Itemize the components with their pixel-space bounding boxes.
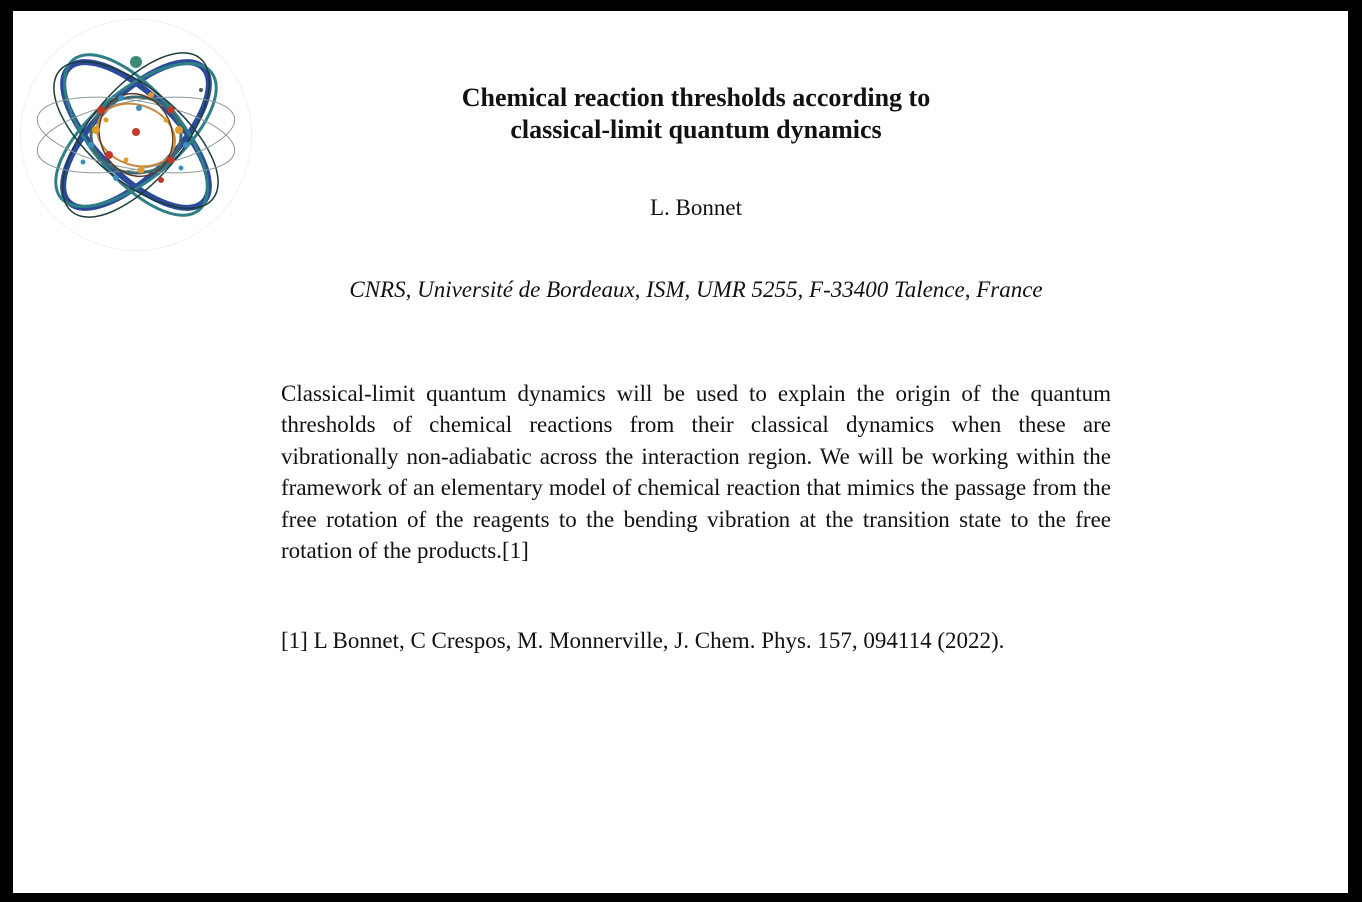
author-affiliation: CNRS, Université de Bordeaux, ISM, UMR 5255, F-33400 Talence, France [349, 277, 1043, 302]
title-line: classical-limit quantum dynamics [510, 115, 882, 144]
abstract-text: Classical-limit quantum dynamics will be used to explain the origin of the quantum thresholds of chemical reactions from their classical dynamics when these are vibrationally non-adiabatic across the interaction region. We will be working within the framework of an elementary model of chemical reaction that mimics the passage from the free rotation of the reagents to the bending vibration at the transition state to the free rotation of the products.[1] [281, 381, 1111, 564]
reference-item: [1] L Bonnet, C Crespos, M. Monnerville, J. Chem. Phys. 157, 094114 (2022). [281, 628, 1005, 653]
paper-title [13, 82, 1362, 146]
document-page [13, 11, 1348, 893]
author-name: L. Bonnet [650, 195, 742, 220]
title-line: Chemical reaction thresholds according to [461, 83, 931, 112]
